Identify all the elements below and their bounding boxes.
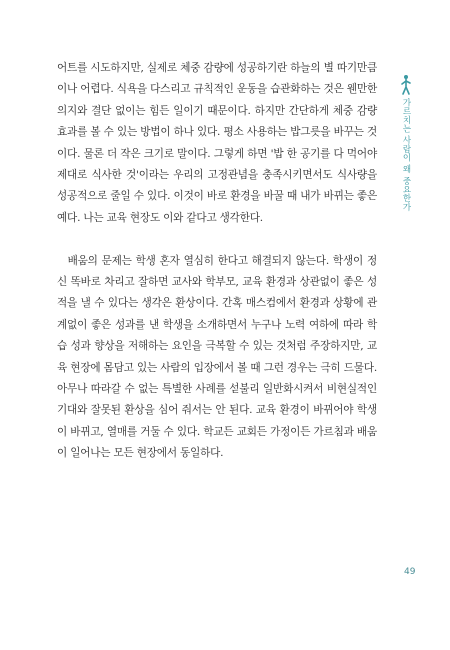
paragraph-1: 어트를 시도하지만, 실제로 체중 감량에 성공하기란 하늘의 별 따기만큼이나 어렵다. 식욕을 다스리고 규칙적인 운동을 습관화하는 것은 웬만한 의지와 결단 없이는 힘든 일이기 때문이다. 하지만 간단하게 체중 감량 효과를 볼 수 있는 방법이 하나 있다. 평소 사용하는 밥그릇을 바꾸는 것이다. 물론 더 작은 크기로 말이다. 그렇게 하면 '밥 한 공기를 다 먹어야 제대로 식사한 것'이라는 우리의 고정관념을 충족시키면서도 식사량을 성공적으로 줄일 수 있다. 이것이 바로 환경을 바꿀 때 내가 바뀌는 좋은 예다. 나는 교육 현장도 이와 같다고 생각한다. xyxy=(57,62,377,224)
figure-icon xyxy=(399,74,413,96)
running-header-title: 가르치는 사람이 왜 중요한가 xyxy=(401,98,411,212)
paragraph-2: 배움의 문제는 학생 혼자 열심히 한다고 해결되지 않는다. 학생이 정신 똑바로 차리고 잘하면 교사와 학부모, 교육 환경과 상관없이 좋은 성적을 낼 수 있다는 생각은 환상이다. 간혹 매스컴에서 환경과 상황에 관계없이 좋은 성과를 낸 학생을 소개하면서 누구나 노력 여하에 따라 학습 성과 향상을 저해하는 요인을 극복할 수 있는 것처럼 주장하지만, 교육 현장에 몸담고 있는 사람의 입장에서 볼 때 그런 경우는 극히 드물다. 아무나 따라갈 수 없는 특별한 사례를 섣불리 일반화시켜서 비현실적인 기대와 잘못된 환상을 심어 줘서는 안 된다. 교육 환경이 바뀌어야 학생이 바뀌고, 열매를 거둘 수 있다. 학교든 교회든 가정이든 가르침과 배움이 일어나는 모든 현장에서 동일하다. xyxy=(57,254,377,460)
running-header-tab xyxy=(398,74,414,211)
body-text xyxy=(57,58,377,465)
page-number: 49 xyxy=(404,567,416,577)
